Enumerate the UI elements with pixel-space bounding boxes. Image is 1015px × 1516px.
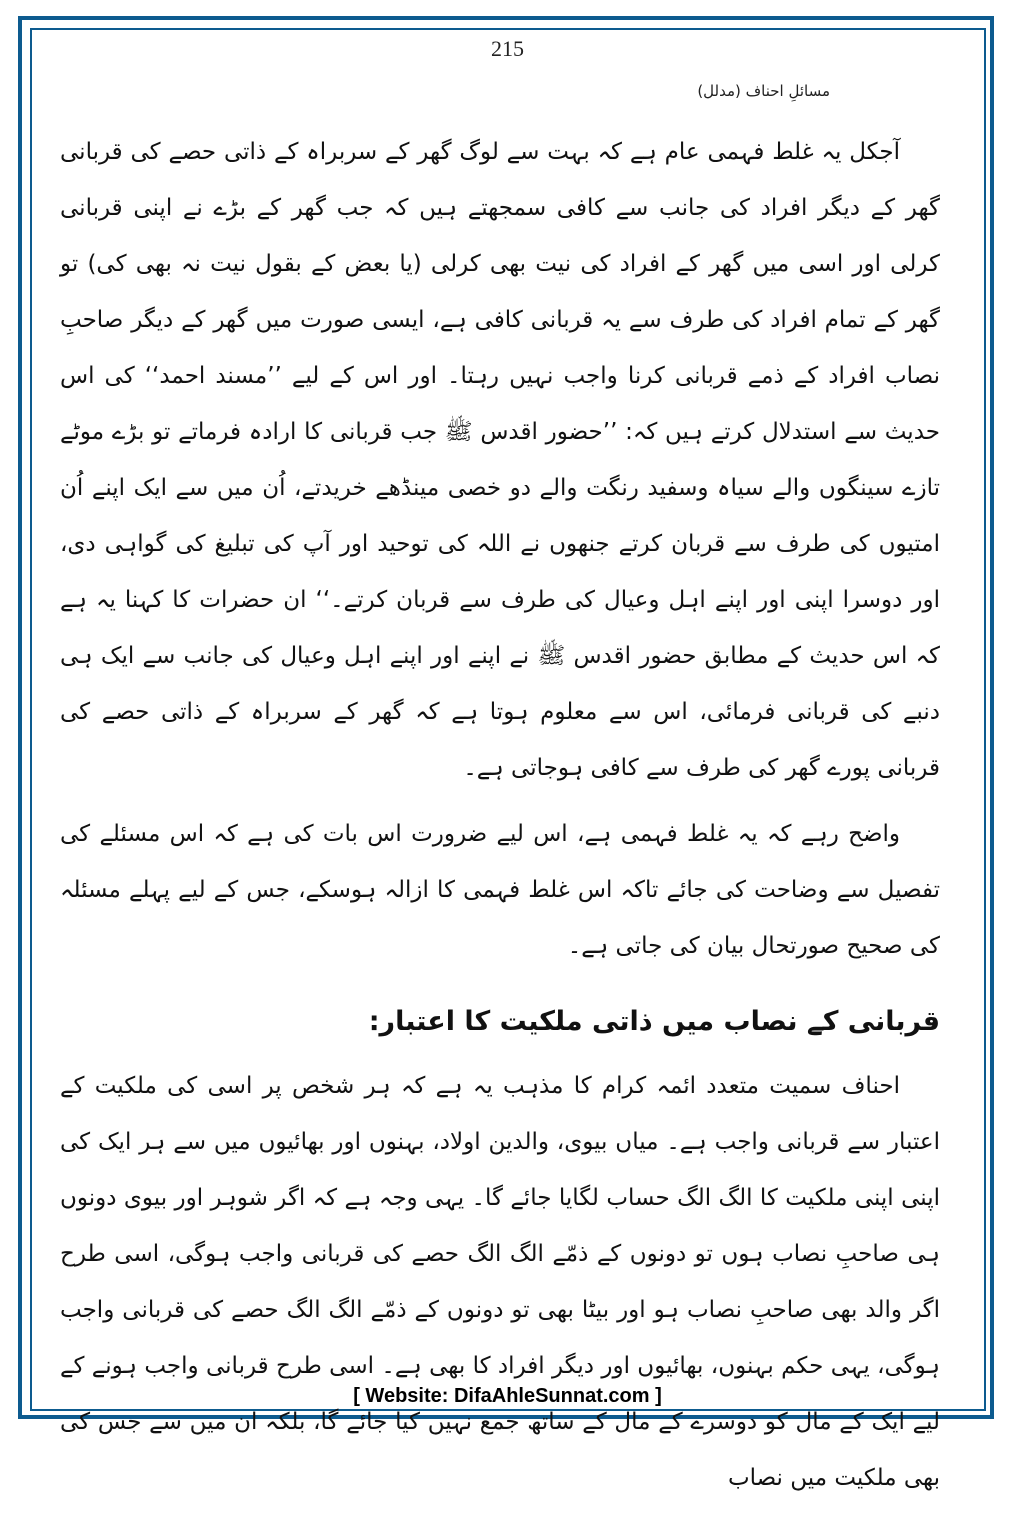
body-paragraph-1: آجکل یہ غلط فہمی عام ہے کہ بہت سے لوگ گھر کے سربراہ کے ذاتی حصے کی قربانی گھر کے دیگر افراد کی جانب سے کافی سمجھتے ہیں کہ جب گھر کے بڑے نے اپنی قربانی کرلی اور اسی میں گھر کے افراد کی نیت بھی کرلی (یا بعض کے بقول نیت نہ بھی کی) تو گھر کے تمام افراد کی طرف سے یہ قربانی کافی ہے، ایسی صورت میں گھر کے دیگر صاحبِ نصاب افراد کے ذمے قربانی کرنا واجب نہیں رہتا۔ اور اس کے لیے ’’مسند احمد‘‘ کی اس حدیث سے استدلال کرتے ہیں کہ: ’’حضور اقدس ﷺ جب قربانی کا ارادہ فرماتے تو بڑے موٹے تازے سینگوں والے سیاہ وسفید رنگت والے دو خصی مینڈھے خریدتے، اُن میں سے ایک اپنے اُن امتیوں کی طرف سے قربان کرتے جنھوں نے اللہ کی توحید اور آپ کی تبلیغ کی گواہی دی، اور دوسرا اپنی اور اپنے اہل وعیال کی طرف سے قربان کرتے۔‘‘ ان حضرات کا کہنا یہ ہے کہ اس حدیث کے مطابق حضور اقدس ﷺ نے اپنے اور اپنے اہل وعیال کی جانب سے ایک ہی دنبے کی قربانی فرمائی، اس سے معلوم ہوتا ہے کہ گھر کے سربراہ کے ذاتی حصے کی قربانی پورے گھر کی طرف سے کافی ہوجاتی ہے۔ — [60, 139, 940, 781]
running-header: مسائلِ احناف (مدلل) — [697, 82, 830, 100]
document-body — [60, 124, 940, 1516]
body-paragraph-2: واضح رہے کہ یہ غلط فہمی ہے، اس لیے ضرورت اس بات کی ہے کہ اس مسئلے کی تفصیل سے وضاحت کی جائے تاکہ اس غلط فہمی کا ازالہ ہوسکے، جس کے لیے پہلے مسئلہ کی صحیح صورتحال بیان کی جاتی ہے۔ — [60, 821, 940, 959]
section-paragraph: احناف سمیت متعدد ائمہ کرام کا مذہب یہ ہے کہ ہر شخص پر اسی کی ملکیت کے اعتبار سے قربانی واجب ہے۔ میاں بیوی، والدین اولاد، بہنوں اور بھائیوں میں سے ہر ایک کی اپنی اپنی ملکیت کا الگ الگ حساب لگایا جائے گا۔ یہی وجہ ہے کہ اگر شوہر اور بیوی دونوں ہی صاحبِ نصاب ہوں تو دونوں کے ذمّے الگ الگ حصے کی قربانی واجب ہوگی، اسی طرح اگر والد بھی صاحبِ نصاب ہو اور بیٹا بھی تو دونوں کے ذمّے الگ الگ حصے کی قربانی واجب ہوگی، یہی حکم بہنوں، بھائیوں اور دیگر افراد کا بھی ہے۔ اسی طرح قربانی واجب ہونے کے لیے ایک کے مال کو دوسرے کے مال کے ساتھ جمع نہیں کیا جائے گا، بلکہ ان میں سے جس کی بھی ملکیت میں نصاب — [60, 1073, 940, 1491]
section-heading: قربانی کے نصاب میں ذاتی ملکیت کا اعتبار: — [368, 1006, 940, 1037]
website-footer: [ Website: DifaAhleSunnat.com ] — [353, 1385, 662, 1407]
page-number: 215 — [491, 36, 524, 61]
